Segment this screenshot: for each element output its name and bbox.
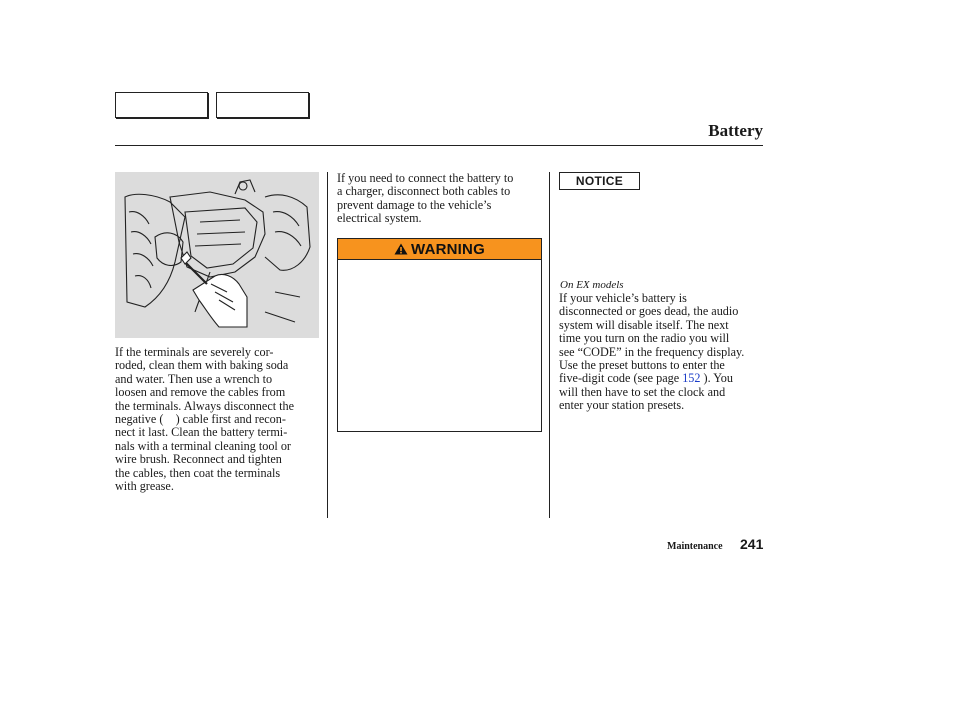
page-title: Battery: [708, 121, 763, 140]
header-rule: [115, 145, 763, 146]
battery-illustration: [115, 172, 319, 338]
footer-section-label: Maintenance: [667, 541, 723, 552]
warning-label: WARNING: [411, 240, 485, 258]
nav-button-main-menu[interactable]: [115, 92, 208, 118]
middle-column-text: If you need to connect the battery to a charger, disconnect both cables to prevent damage to the vehicle’s electrical system.: [337, 171, 514, 226]
left-column-text: If the terminals are severely cor- roded, clean them with baking soda and water. Then use a wrench to loosen and remove the cables from the terminals. Always disconnect the negative ( ) cable first and recon- nect it last. Clean the battery termi- nals with a terminal cleaning tool or wire brush. Reconnect and tighten the cables, then coat the terminals with grease.: [115, 345, 295, 494]
right-text-part-1: If your vehicle’s battery is disconnected or goes dead, the audio system will disable itself. The next time you turn on the radio you will see “CODE” in the frequency display. Use the preset buttons to enter the five-digit code (see page: [559, 291, 745, 386]
notice-label: NOTICE: [575, 174, 624, 188]
warning-box: [337, 238, 542, 432]
page-link-152[interactable]: 152: [682, 371, 701, 386]
right-text-part-2: ). You will then have to set the clock and enter your station presets.: [559, 371, 733, 413]
column-divider-left: [327, 172, 328, 518]
column-divider-right: [549, 172, 550, 518]
footer-page-number: 241: [740, 536, 764, 552]
right-column-text: [559, 292, 744, 413]
model-label: On EX models: [560, 279, 624, 291]
warning-header: [338, 239, 541, 260]
warning-triangle-icon: [394, 243, 408, 255]
notice-box: [559, 172, 640, 190]
nav-button-table-of-contents[interactable]: [216, 92, 309, 118]
